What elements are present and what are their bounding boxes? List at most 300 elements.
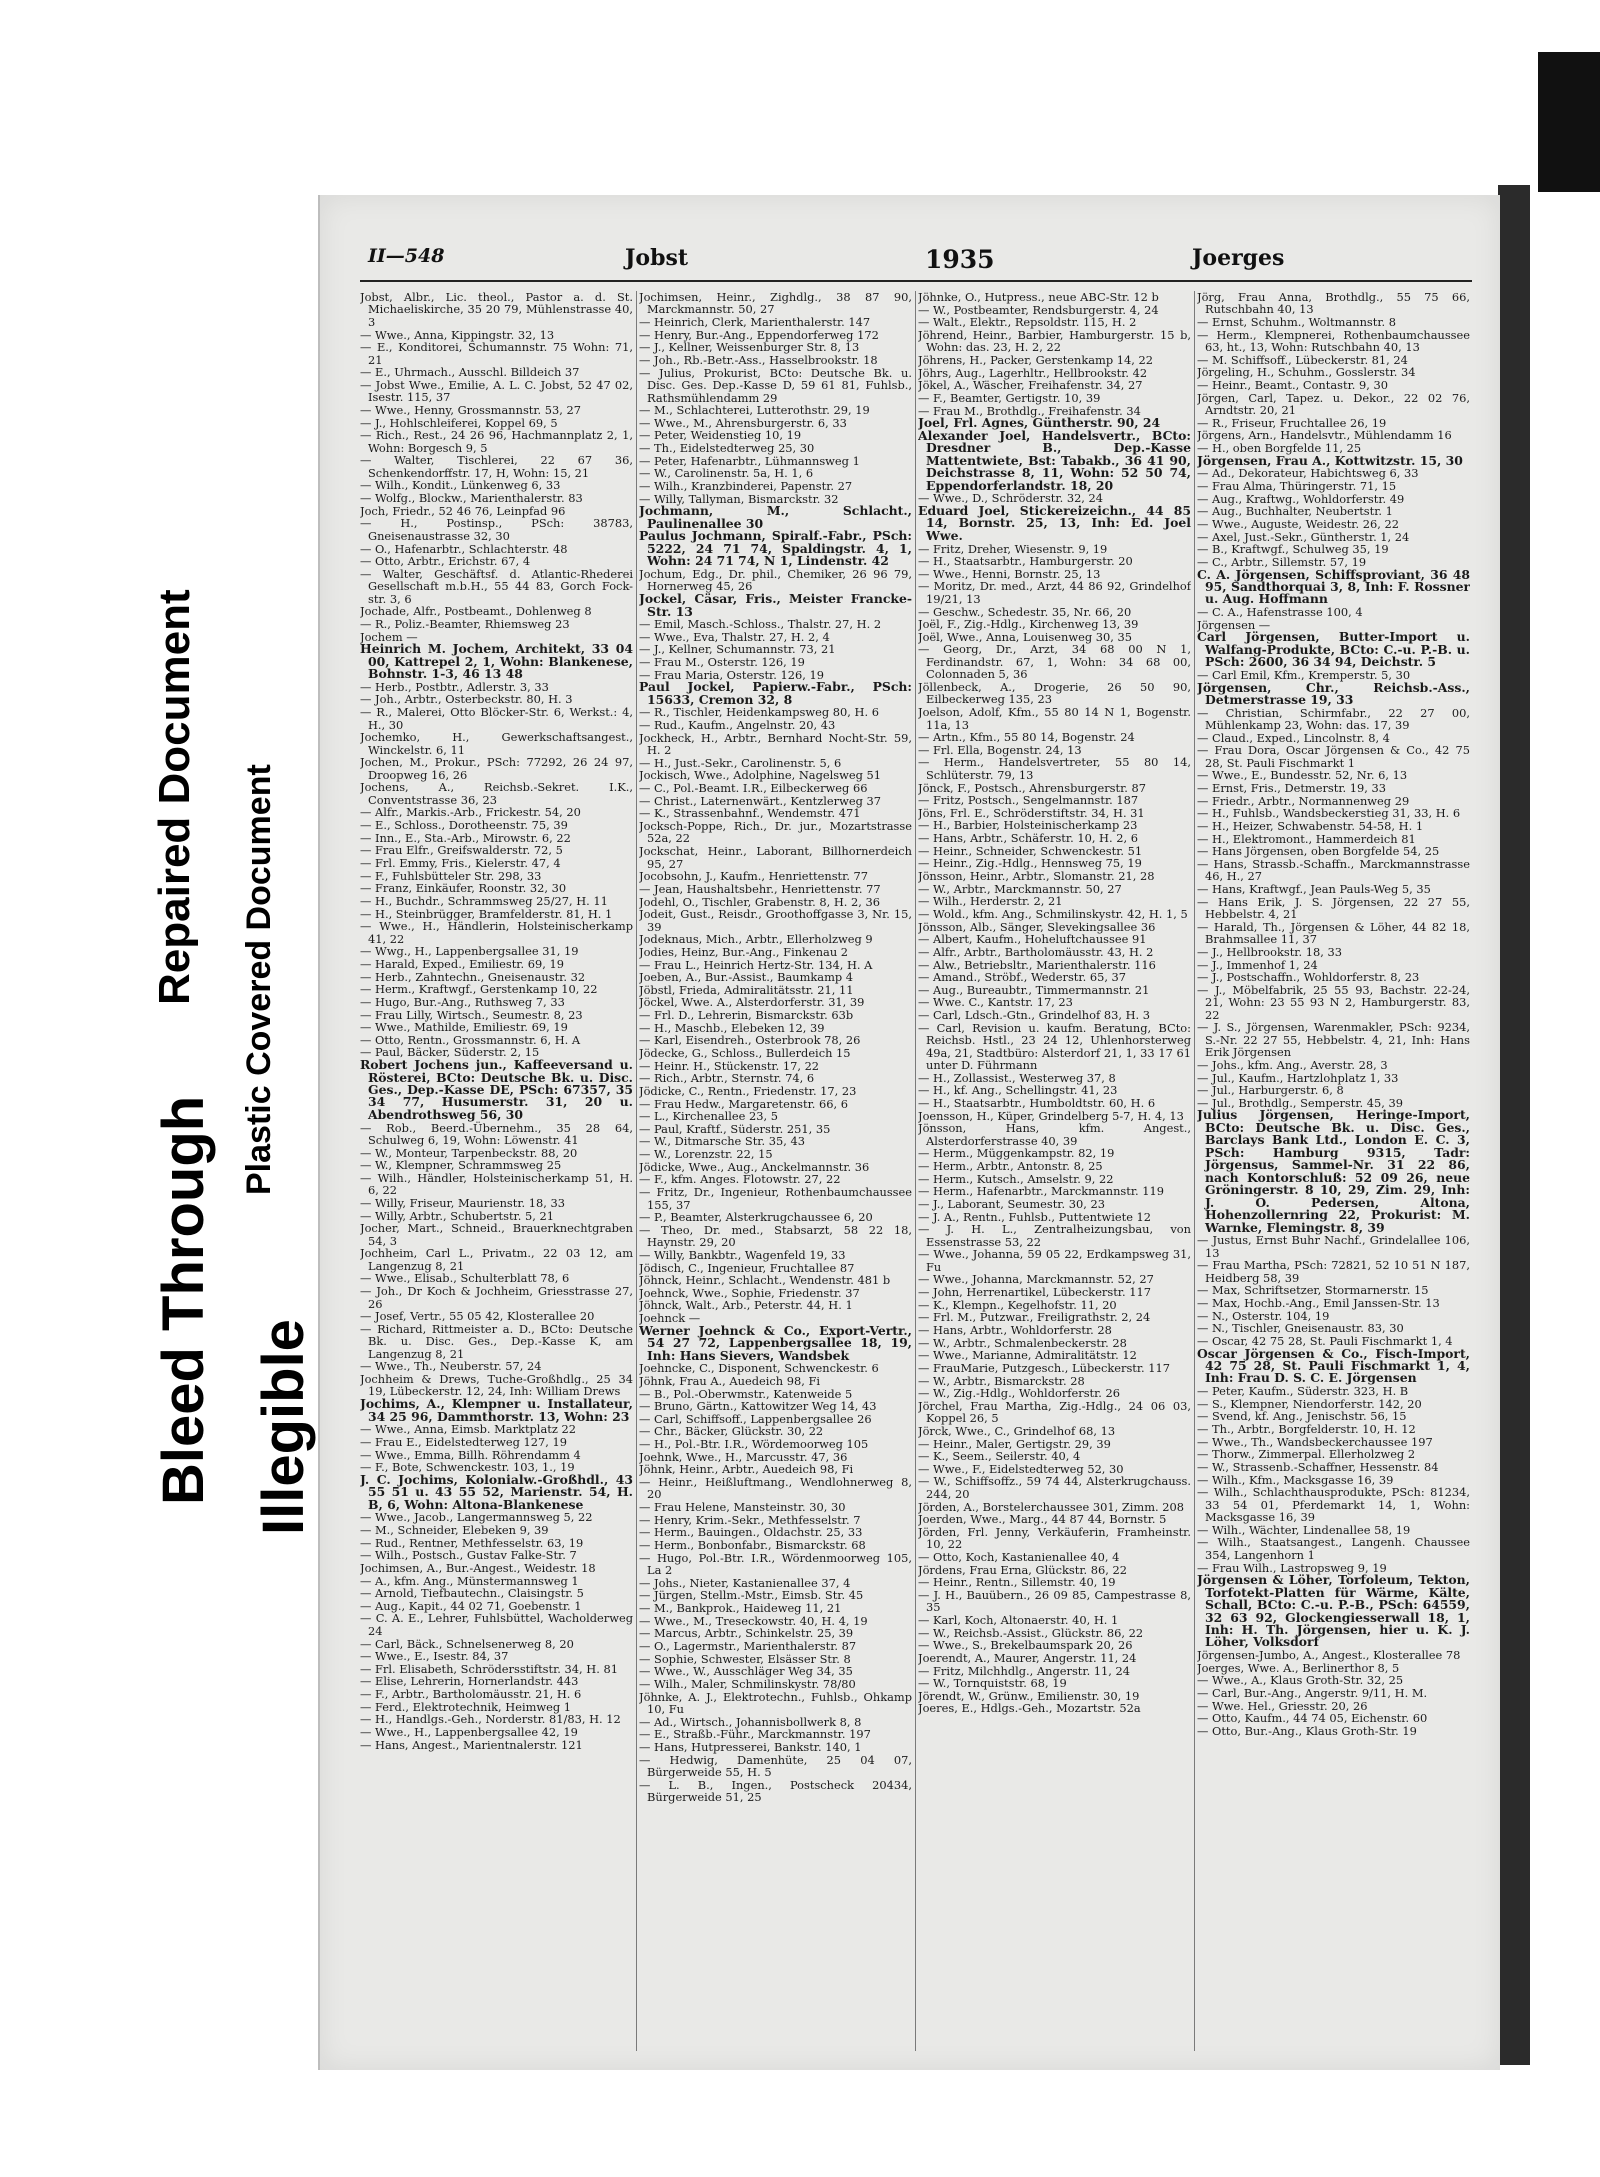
directory-entry: — Wwe. C., Kantstr. 17, 23	[918, 995, 1073, 1010]
directory-entry: — Herm., Bonbonfabr., Bismarckstr. 68	[639, 1538, 866, 1553]
directory-entry: — W., Schiffsoffz., 59 74 44, Alsterkrugchauss. 244, 20	[918, 1474, 1191, 1501]
directory-entry: — Inn., E., Sta.-Arb., Mirowstr. 6, 22	[360, 830, 571, 845]
directory-entry: — Herb., Postbtr., Adlerstr. 3, 33	[360, 679, 549, 694]
directory-entry: Joerendt, A., Maurer, Angerstr. 11, 24	[918, 1650, 1137, 1665]
directory-entry: Jochem —	[360, 629, 418, 644]
directory-entry: — Herm., Handelsvertreter, 55 80 14, Schlüterstr. 79, 13	[918, 755, 1191, 782]
header-first-name: Jobst	[625, 245, 689, 271]
column-divider	[636, 291, 637, 2051]
directory-entry: Jochheim, Carl L., Privatm., 22 03 12, am Langenzug 8, 21	[360, 1246, 633, 1273]
directory-entry: — Heinr. H., Stückenstr. 17, 22	[639, 1058, 820, 1073]
directory-entry: — J., Laborant, Seumestr. 30, 23	[918, 1196, 1105, 1211]
directory-entry: — Hans, Hutpresserei, Bankstr. 140, 1	[639, 1739, 862, 1754]
directory-entry: — Otto, Rentn., Grossmannstr. 6, H. A	[360, 1032, 581, 1047]
directory-entry: Jöhnk, Frau A., Auedeich 98, Fi	[639, 1373, 821, 1388]
directory-entry: — W., Postbeamter, Rendsburgerstr. 4, 24	[918, 302, 1159, 317]
directory-entry: Jodeknaus, Mich., Arbtr., Ellerholzweg 9	[639, 932, 873, 947]
directory-entry: — Frau Lilly, Wirtsch., Seumestr. 8, 23	[360, 1007, 583, 1022]
directory-entry: — Christian, Schirmfabr., 22 27 00, Mühlenkamp 23, Wohn: das. 17, 39	[1197, 705, 1470, 733]
directory-entry: Jöhnke, O., Hutpress., neue ABC-Str. 12 b	[918, 291, 1159, 304]
directory-entry: — Franz, Einkäufer, Roonstr. 32, 30	[360, 881, 567, 896]
directory-entry: — Aug., Kraftwg., Wohldorferstr. 49	[1197, 491, 1405, 506]
header-last-name: Joerges	[1192, 245, 1285, 271]
directory-entry: — H., Fuhlsb., Wandsbeckerstieg 31, 33, H. 6	[1197, 806, 1461, 821]
directory-entry: — J., Hellbrookstr. 18, 33	[1197, 944, 1342, 959]
directory-entry: — Frau Maria, Osterstr. 126, 19	[639, 667, 824, 682]
directory-entry: — Wwe., M., Ahrensburgerstr. 6, 33	[639, 415, 847, 430]
directory-entry: Werner Joehnck & Co., Export-Vertr., 54 27 72, Lappenbergsallee 18, 19, Inh: Hans Sievers, Wandsbek	[639, 1322, 912, 1363]
directory-entry: Jochemko, H., Gewerkschaftsangest., Winckelstr. 6, 11	[360, 730, 633, 757]
directory-entry: — Wwe. Hel., Griesstr. 20, 26	[1197, 1698, 1368, 1713]
directory-entry: Jocksch-Poppe, Rich., Dr. jur., Mozartstrasse 52a, 22	[639, 819, 912, 846]
directory-entry: Jochens, A., Reichsb.-Sekret. I.K., Conventstrasse 36, 23	[360, 780, 633, 807]
directory-entry: — Theo, Dr. med., Stabsarzt, 58 22 18, Haynstr. 29, 20	[639, 1222, 912, 1250]
directory-entry: — Carl, Ldsch.-Gtn., Grindelhof 83, H. 3	[918, 1008, 1150, 1023]
directory-entry: — Herm., Klempnerei, Rothenbaumchaussee 63, ht., 13, Wohn: Rutschbahn 40, 13	[1197, 327, 1470, 355]
stamp-bleed-through: Bleed Through	[151, 1095, 216, 1505]
directory-entry: — K., Strassenbahnf., Wendemstr. 471	[639, 806, 861, 821]
directory-entry: — Heinrich, Clerk, Marienthalerstr. 147	[639, 315, 871, 330]
directory-entry: — W., Klempner, Schrammsweg 25	[360, 1158, 562, 1173]
directory-entry: — Otto, Koch, Kastanienallee 40, 4	[918, 1549, 1120, 1564]
directory-entry: — Wilh., Staatsangest., Langenh. Chaussee 354, Langenhorn 1	[1197, 1535, 1470, 1562]
directory-entry: — Frau M., Brothdlg., Freihafenstr. 34	[918, 403, 1141, 418]
directory-entry: — Henry, Bur.-Ang., Eppendorferweg 172	[639, 327, 879, 342]
directory-entry: — Wwe., S., Brekelbaumspark 20, 26	[918, 1638, 1133, 1653]
directory-entry: — M., Bankprok., Haideweg 11, 21	[639, 1601, 842, 1616]
directory-entry: — Herm., Müggenkampstr. 82, 19	[918, 1146, 1115, 1161]
directory-entry: — Wwe., Th., Wandsbeckerchaussee 197	[1197, 1434, 1433, 1449]
directory-entry: Jörgensen-Jumbo, A., Angest., Klosterallee 78	[1197, 1648, 1461, 1663]
directory-entry: — Paul, Bäcker, Süderstr. 2, 15	[360, 1045, 540, 1060]
directory-entry: — H., Heizer, Schwabenstr. 54-58, H. 1	[1197, 819, 1424, 834]
stamp-repaired-document: Repaired Document	[150, 589, 199, 1005]
directory-page	[318, 195, 1500, 2070]
directory-entry: — P., Beamter, Alsterkrugchaussee 6, 20	[639, 1210, 873, 1225]
directory-entry: Jönsson, Heinr., Arbtr., Slomanstr. 21, 28	[918, 869, 1155, 884]
directory-entry: — Wwe., Anna, Eimsb. Marktplatz 22	[360, 1422, 576, 1437]
directory-entry: — Geschw., Schedestr. 35, Nr. 66, 20	[918, 604, 1132, 619]
directory-entry: — Hans, Strassb.-Schaffn., Marckmannstrasse 46, H., 27	[1197, 856, 1470, 884]
directory-entry: Jökel, A., Wäscher, Freihafenstr. 34, 27	[918, 378, 1143, 393]
directory-entry: — A., kfm. Ang., Münstermannsweg 1	[360, 1573, 579, 1588]
directory-entry: — Wwe., E., Isestr. 84, 37	[360, 1649, 509, 1664]
directory-entry: — Jul., Brothdlg., Semperstr. 45, 39	[1197, 1095, 1404, 1110]
directory-entry: — Willy, Tallyman, Bismarckstr. 32	[639, 491, 839, 506]
directory-entry: — K., Seem., Seilerstr. 40, 4	[918, 1449, 1081, 1464]
directory-entry: — Carl Emil, Kfm., Kremperstr. 5, 30	[1197, 667, 1411, 682]
directory-entry: — B., Kraftwgf., Schulweg 35, 19	[1197, 542, 1389, 557]
directory-entry: — Frau Martha, PSch: 72821, 52 10 51 N 187, Heidberg 58, 39	[1197, 1258, 1470, 1285]
directory-entry: Jörgen, Carl, Tapez. u. Dekor., 22 02 76, Arndtstr. 20, 21	[1197, 390, 1470, 418]
directory-entry: — F., Bote, Schwenckestr. 103, 1., 19	[360, 1460, 575, 1475]
directory-entry: — Wilh., Postsch., Gustav Falke-Str. 7	[360, 1548, 577, 1563]
directory-entry: — L. B., Ingen., Postscheck 20434, Bürgerweide 51, 25	[639, 1777, 912, 1805]
directory-entry: — W., Tornquiststr. 68, 19	[918, 1676, 1067, 1691]
directory-entry: — Rich., Arbtr., Sternstr. 74, 6	[639, 1071, 815, 1086]
directory-entry: — Julius, Prokurist, BCto: Deutsche Bk. u. Disc. Ges. Dep.-Kasse D, 59 61 81, Fuhlsb., Rathsmühlendamm 29	[639, 365, 912, 405]
directory-entry: — Herm., Kraftwgf., Gerstenkamp 10, 22	[360, 982, 598, 997]
directory-entry: — Oscar, 42 75 28, St. Pauli Fischmarkt 1, 4	[1197, 1333, 1453, 1348]
directory-entry: — Wwe., Emma, Billh. Röhrendamm 4	[360, 1447, 581, 1462]
directory-entry: Jöhnck, Walt., Arb., Peterstr. 44, H. 1	[639, 1298, 853, 1313]
directory-entry: — E., Straßb.-Führ., Marckmannstr. 197	[639, 1727, 871, 1742]
directory-entry: — Heinr., Schneider, Schwenckestr. 51	[918, 843, 1143, 858]
directory-entry: — Ernst, Schuhm., Woltmannstr. 8	[1197, 315, 1397, 330]
directory-entry: Jöhrs, Aug., Lagerhltr., Hellbrookstr. 42	[918, 365, 1148, 380]
directory-entry: — Sophie, Schwester, Elsässer Str. 8	[639, 1651, 851, 1666]
directory-entry: — Frau E., Eidelstedterweg 127, 19	[360, 1434, 568, 1449]
directory-entry: — Jobst Wwe., Emilie, A. L. C. Jobst, 52 47 02, Isestr. 115, 37	[360, 377, 633, 405]
directory-entry: — C. A. E., Lehrer, Fuhlsbüttel, Wacholderweg 24	[360, 1611, 633, 1638]
directory-entry: — Heinr., Zig.-Hdlg., Hennsweg 75, 19	[918, 856, 1142, 871]
directory-entry: Julius Jörgensen, Heringe-Import, BCto: Deutsche Bk. u. Disc. Ges., Barclays Bank Ltd., London E. C. 3, PSch: Hamburg 9315, Tadr: Jörgensus, Sammel-Nr. 31 22 86, nach Kontorschluß: 52 09 26, neue Gröningerstr. 8 10, 29, Zim. 29, Inh: J. O. Pedersen, Altona, Hohenzollernring 22, Prokurist: M. Warnke, Flemingstr. 8, 39	[1197, 1107, 1470, 1235]
directory-entry: Jödicke, Wwe., Aug., Anckelmannstr. 36	[639, 1159, 870, 1174]
directory-entry: — Frau Dora, Oscar Jörgensen & Co., 42 75 28, St. Pauli Fischmarkt 1	[1197, 743, 1470, 770]
directory-entry: — Wwg., H., Lappenbergsallee 31, 19	[360, 944, 579, 959]
directory-entry: Jochmann, M., Schlacht., Paulinenallee 30	[639, 503, 912, 531]
directory-entry: — Joh., Rb.-Betr.-Ass., Hasselbrookstr. 18	[639, 353, 878, 368]
directory-entry: Jödicke, C., Rentn., Friedenstr. 17, 23	[639, 1083, 857, 1098]
directory-column-2	[639, 291, 912, 2051]
directory-entry: Jochheim & Drews, Tuche-Großhdlg., 25 34 19, Lübeckerstr. 12, 24, Inh: William Drews	[360, 1372, 633, 1399]
header-year: 1935	[925, 245, 995, 274]
directory-entry: Joehnk, Wwe., H., Marcusstr. 47, 36	[639, 1449, 848, 1464]
directory-entry: — Wwe., Henni, Bornstr. 25, 13	[918, 566, 1101, 581]
directory-entry: Jörck, Wwe., C., Grindelhof 68, 13	[918, 1423, 1116, 1438]
directory-column-4	[1197, 291, 1470, 2051]
directory-entry: Jörgensen, Chr., Reichsb.-Ass., Detmerstrasse 19, 33	[1197, 679, 1470, 707]
directory-entry: Jöckel, Wwe. A., Alsterdorferstr. 31, 39	[639, 995, 865, 1010]
directory-entry: Jörgensen —	[1197, 617, 1271, 632]
directory-entry: — Carl, Revision u. kaufm. Beratung, BCto: Reichsb. Hstl., 23 24 12, Uhlenhorsterweg 49a, 21, Stadtbüro: Alsterdorf 21, 1, 33 17 61 unter D. Führmann	[918, 1020, 1191, 1073]
directory-entry: — Wwe., Johanna, Marckmannstr. 52, 27	[918, 1272, 1154, 1287]
directory-entry: — M., Schlachterei, Lutterothstr. 29, 19	[639, 403, 870, 418]
directory-entry: — H., Postinsp., PSch: 38783, Gneisenaustrasse 32, 30	[360, 516, 633, 543]
directory-entry: Joch, Friedr., 52 46 76, Leinpfad 96	[360, 503, 566, 518]
directory-entry: — N., Tischler, Gneisenaustr. 83, 30	[1197, 1321, 1404, 1336]
directory-entry: Joehnck —	[639, 1311, 701, 1326]
directory-entry: Jöbstl, Frieda, Admiralitätsstr. 21, 11	[639, 982, 854, 997]
stamp-plastic-covered-document: Plastic Covered Document	[240, 764, 278, 1195]
directory-entry: Joerges, Wwe. A., Berlinerthor 8, 5	[1197, 1660, 1400, 1675]
directory-entry: — Bruno, Gärtn., Kattowitzer Weg 14, 43	[639, 1399, 877, 1414]
directory-entry: — Wwe., Auguste, Weidestr. 26, 22	[1197, 516, 1399, 531]
directory-entry: — Fritz, Postsch., Sengelmannstr. 187	[918, 793, 1139, 808]
directory-entry: — O., Lagermstr., Marienthalerstr. 87	[639, 1638, 857, 1653]
directory-entry: Jöhnck, Heinr., Schlacht., Wendenstr. 481 b	[639, 1273, 891, 1288]
directory-entry: — Frl. Ella, Bogenstr. 24, 13	[918, 742, 1082, 757]
directory-entry: Jörden, A., Borstelerchaussee 301, Zimm. 208	[918, 1499, 1184, 1514]
directory-entry: — W., Arbtr., Bismarckstr. 28	[918, 1373, 1085, 1388]
directory-entry: Jöhrens, H., Packer, Gerstenkamp 14, 22	[918, 353, 1153, 368]
directory-entry: Jörgensen, Frau A., Kottwitzstr. 15, 30	[1197, 452, 1463, 468]
directory-entry: — Svend, kf. Ang., Jenischstr. 56, 15	[1197, 1409, 1407, 1424]
directory-entry: Jöhnk, Heinr., Arbtr., Auedeich 98, Fi	[639, 1462, 854, 1477]
directory-entry: Jörgens, Arn., Handelsvtr., Mühlendamm 16	[1197, 428, 1452, 443]
directory-entry: — Wilh., Herderstr. 2, 21	[918, 894, 1063, 909]
directory-entry: — W., Monteur, Tarpenbeckstr. 88, 20	[360, 1145, 578, 1160]
directory-entry: — Carl, Bäck., Schnelsenerweg 8, 20	[360, 1636, 574, 1651]
directory-entry: — Chr., Bäcker, Glückstr. 30, 22	[639, 1424, 824, 1439]
directory-entry: Jodeit, Gust., Reisdr., Groothoffgasse 3, Nr. 15, 39	[639, 907, 912, 934]
directory-entry: — B., Pol.-Oberwmstr., Katenweide 5	[639, 1386, 853, 1401]
directory-entry: — Wwe., Marianne, Admiralitätstr. 12	[918, 1348, 1137, 1363]
directory-entry: — Aug., Kapit., 44 02 71, Goebenstr. 1	[360, 1598, 582, 1613]
page-header	[320, 245, 1500, 285]
directory-entry: — Max, Schriftsetzer, Stormarnerstr. 15	[1197, 1283, 1429, 1298]
directory-entry: — Carl, Bur.-Ang., Angerstr. 9/11, H. M.	[1197, 1685, 1428, 1700]
directory-entry: — Wilh., Kranzbinderei, Papenstr. 27	[639, 479, 853, 494]
directory-entry: — Wold., kfm. Ang., Schmilinskystr. 42, H. 1, 5	[918, 906, 1188, 921]
directory-entry: — Wwe., Th., Neuberstr. 57, 24	[360, 1359, 542, 1374]
directory-entry: — Hans, Angest., Marientnalerstr. 121	[360, 1737, 583, 1752]
directory-entry: Jörgeling, H., Schuhm., Gosslerstr. 34	[1197, 365, 1416, 380]
directory-entry: — Wilh., Maler, Schmilinskystr. 78/80	[639, 1676, 856, 1691]
directory-entry: — Herm., Hafenarbtr., Marckmannstr. 119	[918, 1184, 1165, 1199]
stamp-illegible: Illegible	[251, 1319, 316, 1535]
directory-entry: Eduard Joel, Stickereizeichn., 44 85 14, Bornstr. 25, 13, Inh: Ed. Joel Wwe.	[918, 502, 1191, 543]
directory-entry: — Wwe., D., Schröderstr. 32, 24	[918, 491, 1104, 506]
directory-entry: — F., kfm. Anges. Flotowstr. 27, 22	[639, 1172, 841, 1187]
directory-entry: — Josef, Vertr., 55 05 42, Klosterallee 20	[360, 1309, 595, 1324]
directory-entry: — F., Beamter, Gertigstr. 10, 39	[918, 390, 1101, 405]
directory-entry: Jobst, Albr., Lic. theol., Pastor a. d. St. Michaeliskirche, 35 20 79, Mühlenstrasse 40, 3	[360, 291, 633, 329]
directory-entry: — W., Reichsb.-Assist., Glückstr. 86, 22	[918, 1625, 1144, 1640]
directory-entry: — Amand., Ströbf., Wederstr. 65, 37	[918, 970, 1127, 985]
directory-entry: C. A. Jörgensen, Schiffsproviant, 36 48 95, Sandthorquai 3, 8, Inh: F. Rossner u. Aug. Hoffmann	[1197, 566, 1470, 607]
directory-entry: — H., Pol.-Btr. I.R., Wördemoorweg 105	[639, 1437, 869, 1452]
directory-entry: — Max, Hochb.-Ang., Emil Janssen-Str. 13	[1197, 1296, 1440, 1310]
directory-entry: — J., Kellner, Schumannstr. 73, 21	[639, 642, 836, 657]
directory-entry: Jördens, Frau Erna, Glückstr. 86, 22	[918, 1562, 1127, 1577]
directory-entry: Jochen, M., Prokur., PSch: 77292, 26 24 97, Droopweg 16, 26	[360, 755, 633, 782]
directory-entry: Jochade, Alfr., Postbeamt., Dohlenweg 8	[360, 604, 592, 619]
directory-entry: — Herm., Bauingen., Oldachstr. 25, 33	[639, 1525, 863, 1540]
directory-column-1	[360, 291, 633, 2051]
directory-entry: Jockschat, Heinr., Laborant, Billhornerdeich 95, 27	[639, 844, 912, 871]
directory-entry: Jochims, A., Klempner u. Installateur, 34 25 96, Dammthorstr. 13, Wohn: 23	[360, 1396, 633, 1424]
directory-entry: — Wilh., Schlachthausprodukte, PSch: 81234, 33 54 01, Pferdemarkt 14, 1, Wohn: Macksgasse 16, 39	[1197, 1485, 1470, 1525]
directory-entry: — Hans, Arbtr., Wohldorferstr. 28	[918, 1322, 1112, 1337]
directory-entry: — M., Schneider, Elebeken 9, 39	[360, 1522, 549, 1537]
directory-entry: — Frau Hedw., Margaretenstr. 66, 6	[639, 1096, 848, 1111]
directory-entry: — Hugo, Pol.-Btr. I.R., Wördenmoorweg 105, La 2	[639, 1550, 912, 1578]
directory-entry: — Aug., Bureaubtr., Timmermannstr. 21	[918, 982, 1150, 997]
directory-entry: — Ferd., Elektrotechnik, Heimweg 1	[360, 1699, 572, 1714]
directory-entry: Jöllenbeck, A., Drogerie, 26 50 90, Eilbeckerweg 135, 23	[918, 679, 1191, 707]
directory-entry: — J., Möbelfabrik, 25 55 93, Bachstr. 22-24, 21, Wohn: 23 55 93 N 2, Hamburgerstr. 83, 22	[1197, 982, 1470, 1022]
directory-entry: — Wilh., Kfm., Macksgasse 16, 39	[1197, 1472, 1394, 1487]
directory-entry: — W., Strassenb.-Schaffner, Hessenstr. 84	[1197, 1459, 1439, 1474]
directory-entry: — Wwe., Henny, Grossmannstr. 53, 27	[360, 403, 582, 418]
directory-entry: — Wilh., Wächter, Lindenallee 58, 19	[1197, 1522, 1411, 1537]
scan-border-top-right	[1538, 52, 1600, 192]
directory-entry: — Hans, Arbtr., Schäferstr. 10, H. 2, 6	[918, 831, 1138, 846]
directory-entry: — J. H. L., Zentralheizungsbau, von Essenstrasse 53, 22	[918, 1222, 1191, 1249]
directory-entry: — Wwe., H., Händlerin, Holsteinischerkamp 41, 22	[360, 919, 633, 946]
directory-entry: Jönck, F., Postsch., Ahrensburgerstr. 87	[918, 780, 1147, 795]
directory-entry: — Frl. D., Lehrerin, Bismarckstr. 63b	[639, 1008, 854, 1023]
directory-entry: — Jürgen, Stellm.-Mstr., Eimsb. Str. 45	[639, 1588, 864, 1603]
directory-entry: Jodies, Heinz, Bur.-Ang., Finkenau 2	[639, 944, 849, 959]
directory-entry: — Frau Helene, Mansteinstr. 30, 30	[639, 1500, 846, 1515]
directory-entry: — Peter, Hafenarbtr., Lühmannsweg 1	[639, 453, 860, 468]
directory-entry: — H., Zollassist., Westerweg 37, 8	[918, 1070, 1116, 1085]
directory-entry: — Henry, Krim.-Sekr., Methfesselstr. 7	[639, 1512, 861, 1527]
directory-entry: — Moritz, Dr. med., Arzt, 44 86 92, Grindelhof 19/21, 13	[918, 579, 1191, 606]
directory-entry: — FrauMarie, Putzgesch., Lübeckerstr. 117	[918, 1360, 1171, 1375]
directory-entry: — J. A., Rentn., Fuhlsb., Puttentwiete 12	[918, 1209, 1152, 1224]
directory-entry: — Hans Erik, J. S. Jörgensen, 22 27 55, Hebbelstr. 4, 21	[1197, 894, 1470, 922]
directory-entry: — Wwe., Eva, Thalstr. 27, H. 2, 4	[639, 629, 830, 644]
directory-entry: — Wwe., Jacob., Langermannsweg 5, 22	[360, 1510, 593, 1525]
directory-entry: — Frl. M., Putzwar., Freiligrathstr. 2, 24	[918, 1310, 1151, 1325]
directory-entry: Jocobsohn, J., Kaufm., Henriettenstr. 77	[639, 869, 869, 884]
directory-entry: — M. Schiffsoff., Lübeckerstr. 81, 24	[1197, 352, 1408, 367]
directory-entry: — Wwe., W., Ausschläger Weg 34, 35	[639, 1664, 853, 1679]
directory-entry: — H., Steinbrügger, Bramfelderstr. 81, H. 1	[360, 906, 613, 921]
directory-entry: — Johs., kfm. Ang., Averstr. 28, 3	[1197, 1057, 1388, 1072]
directory-entry: — Alw., Betriebsltr., Marienthalerstr. 116	[918, 957, 1156, 972]
directory-entry: — Hans Jörgensen, oben Borgfelde 54, 25	[1197, 844, 1440, 859]
directory-column-3	[918, 291, 1191, 2051]
directory-entry: — Hugo, Bur.-Ang., Ruthsweg 7, 33	[360, 994, 565, 1009]
directory-entry: — Wolfg., Blockw., Marienthalerstr. 83	[360, 491, 583, 506]
directory-entry: — J., Hohlschleiferei, Koppel 69, 5	[360, 415, 558, 430]
directory-entry: — J., Kellner, Weissenburger Str. 8, 13	[639, 340, 860, 355]
column-divider	[915, 291, 916, 2051]
directory-entry: Carl Jörgensen, Butter-Import u. Walfang-Produkte, BCto: C.-u. P.-B. u. PSch: 2600, 36 34 94, Deichstr. 5	[1197, 629, 1470, 670]
directory-entry: — R., Malerei, Otto Blöcker-Str. 6, Werkst.: 4, H., 30	[360, 705, 633, 732]
directory-entry: — Th., Arbtr., Borgfelderstr. 10, H. 12	[1197, 1422, 1416, 1437]
directory-entry: — Jul., Kaufm., Hartzlohplatz 1, 33	[1197, 1070, 1399, 1085]
directory-entry: — Herm., Kutsch., Amselstr. 9, 22	[918, 1171, 1114, 1186]
directory-entry: Joël, Wwe., Anna, Louisenweg 30, 35	[918, 629, 1132, 644]
directory-entry: — E., Konditorei, Schumannstr. 75 Wohn: 71, 21	[360, 340, 633, 367]
directory-entry: — F., Arbtr., Bartholomäusstr. 21, H. 6	[360, 1687, 582, 1702]
directory-entry: — Rud., Rentner, Methfesselstr. 63, 19	[360, 1535, 584, 1550]
directory-entry: — Friedr., Arbtr., Normannenweg 29	[1197, 793, 1410, 808]
directory-entry: — Wwe., Mathilde, Emiliestr. 69, 19	[360, 1020, 568, 1035]
directory-entry: J. C. Jochims, Kolonialw.-Großhdl., 43 55 51 u. 43 55 52, Marienstr. 54, H. B, 6, Wohn: Altona-Blankenese	[360, 1471, 633, 1512]
directory-entry: — Herb., Zahntechn., Gneisenaustr. 32	[360, 969, 586, 984]
directory-entry: — H., Buchdr., Schrammsweg 25/27, H. 11	[360, 893, 608, 908]
directory-entry: — Wwe., E., Bundesstr. 52, Nr. 6, 13	[1197, 768, 1408, 783]
directory-entry: — H., Handlgs.-Geh., Norderstr. 81/83, H. 12	[360, 1712, 621, 1727]
directory-entry: Joehncke, C., Disponent, Schwenckestr. 6	[639, 1361, 879, 1376]
directory-entry: — Thorw., Zimmerpal. Ellerholzweg 2	[1197, 1447, 1416, 1462]
directory-entry: Robert Jochens jun., Kaffeeversand u. Rösterei, BCto: Deutsche Bk. u. Disc. Ges., Dep.-Kasse DE, PSch: 67357, 35 34 77, Husumerstr. 31, 20 u. Abendrothsweg 56, 30	[360, 1057, 633, 1122]
directory-columns	[360, 291, 1472, 2051]
directory-entry: — Wilh., Kondit., Lünkenweg 6, 33	[360, 478, 561, 493]
directory-entry: Joeres, E., Hdlgs.-Geh., Mozartstr. 52a	[918, 1701, 1141, 1716]
directory-entry: — Heinr., Heißluftmang., Wendlohnerweg 8, 20	[639, 1475, 912, 1502]
directory-entry: Joehnck, Wwe., Sophie, Friedenstr. 37	[639, 1285, 860, 1300]
directory-entry: — E., Uhrmach., Ausschl. Billdeich 37	[360, 365, 580, 380]
directory-entry: — Willy, Arbtr., Schubertstr. 5, 21	[360, 1208, 554, 1223]
directory-entry: — W., Arbtr., Marckmannstr. 50, 27	[918, 881, 1122, 896]
directory-entry: Paulus Jochmann, Spiralf.-Fabr., PSch: 5222, 24 71 74, Spaldingstr. 4, 1, Wohn: 24 71 74, N 1, Lindenstr. 42	[639, 528, 912, 569]
directory-entry: — J., Immenhof 1, 24	[1197, 957, 1318, 972]
directory-entry: — Wilh., Händler, Holsteinischerkamp 51, H. 6, 22	[360, 1170, 633, 1198]
directory-entry: — Justus, Ernst Buhr Nachf., Grindelallee 106, 13	[1197, 1233, 1470, 1260]
directory-entry: — J., Postschaffn., Wohldorferstr. 8, 23	[1197, 970, 1420, 985]
directory-entry: Jochum, Edg., Dr. phil., Chemiker, 26 96 79, Hornerweg 45, 26	[639, 566, 912, 594]
directory-entry: — Frau L., Heinrich Hertz-Str. 134, H. A	[639, 957, 873, 972]
directory-entry: — L., Kirchenallee 23, 5	[639, 1109, 778, 1124]
directory-entry: Joël, F., Zig.-Hdlg., Kirchenweg 13, 39	[918, 617, 1139, 632]
header-rule	[360, 280, 1472, 282]
directory-entry: — F., Fuhlsbütteler Str. 298, 33	[360, 868, 542, 883]
directory-entry: — Frl. Emmy, Fris., Kielerstr. 47, 4	[360, 856, 561, 871]
page-number: II—548	[368, 245, 445, 267]
directory-entry: — Marcus, Arbtr., Schinkelstr. 25, 39	[639, 1626, 854, 1641]
directory-entry: — Frau Elfr., Greifswalderstr. 72, 5	[360, 843, 563, 858]
directory-entry: — John, Herrenartikel, Lübeckerstr. 117	[918, 1285, 1151, 1300]
directory-entry: — H., Barbier, Holsteinischerkamp 23	[918, 818, 1138, 833]
directory-entry: — J. H., Bauübern., 26 09 85, Campestrasse 8, 35	[918, 1587, 1191, 1615]
directory-entry: — Wwe., A., Klaus Groth-Str. 32, 25	[1197, 1673, 1404, 1688]
directory-entry: — N., Osterstr. 104, 19	[1197, 1308, 1330, 1323]
directory-entry: — H., Just.-Sekr., Carolinenstr. 5, 6	[639, 755, 842, 770]
directory-entry: — Harald, Th., Jörgensen & Löher, 44 82 18, Brahmsallee 11, 37	[1197, 919, 1470, 947]
directory-entry: Jockisch, Wwe., Adolphine, Nagelsweg 51	[639, 768, 881, 783]
directory-entry: Jöhrend, Heinr., Barbier, Hamburgerstr. 15 b, Wohn: das. 23, H. 2, 22	[918, 327, 1191, 355]
directory-entry: — Carl, Schiffsoff., Lappenbergsallee 26	[639, 1411, 872, 1426]
directory-entry: — Wwe., H., Lappenbergsallee 42, 19	[360, 1725, 578, 1740]
directory-entry: — W., Lorenzstr. 22, 15	[639, 1147, 773, 1162]
directory-entry: Jodehl, O., Tischler, Grabenstr. 8, H. 2, 36	[639, 894, 881, 909]
directory-entry: — Jean, Haushaltsbehr., Henriettenstr. 77	[639, 881, 881, 896]
scan-border-right	[1498, 185, 1530, 2065]
directory-entry: — Rob., Beerd.-Übernehm., 35 28 64, Schulweg 6, 19, Wohn: Löwenstr. 41	[360, 1120, 633, 1147]
directory-entry: Jocher, Mart., Schneid., Brauerknechtgraben 54, 3	[360, 1221, 633, 1248]
directory-entry: — Heinr., Maler, Gertigstr. 29, 39	[918, 1436, 1111, 1451]
directory-entry: — Wwe., Elisab., Schulterblatt 78, 6	[360, 1271, 570, 1286]
directory-entry: — H., kf. Ang., Schellingstr. 41, 23	[918, 1083, 1118, 1098]
directory-entry: — R., Poliz.-Beamter, Rhiemsweg 23	[360, 616, 570, 631]
directory-entry: — Fritz, Milchhdlg., Angerstr. 11, 24	[918, 1663, 1131, 1678]
directory-entry: — Rud., Kaufm., Angelnstr. 20, 43	[639, 718, 836, 733]
directory-entry: — Alfr., Markis.-Arb., Frickestr. 54, 20	[360, 805, 581, 820]
directory-entry: Alexander Joel, Handelsvertr., BCto: Dresdner B., Dep.-Kasse Mattentwiete, Bst: Tabakb., 36 41 90, Deichstrasse 8, 11, Wohn: 52 50 74, Eppendorferlandstr. 18, 20	[918, 427, 1191, 493]
directory-entry: — Hedwig, Damenhüte, 25 04 07, Bürgerweide 55, H. 5	[639, 1752, 912, 1780]
directory-entry: — Elise, Lehrerin, Hornerlandstr. 443	[360, 1674, 579, 1689]
directory-entry: — Fritz, Dreher, Wiesenstr. 9, 19	[918, 541, 1108, 556]
column-divider	[1194, 291, 1195, 2051]
directory-entry: — Georg, Dr., Arzt, 34 68 00 N 1, Ferdinandstr. 67, 1, Wohn: 34 68 00, Colonnaden 5, 36	[918, 642, 1191, 682]
directory-entry: — Karl, Koch, Altonaerstr. 40, H. 1	[918, 1612, 1119, 1627]
directory-entry: — Wwe., F., Eidelstedterweg 52, 30	[918, 1461, 1124, 1476]
directory-entry: — Wwe., Anna, Kippingstr. 32, 13	[360, 327, 555, 342]
directory-entry: Jörg, Frau Anna, Brothdlg., 55 75 66, Rutschbahn 40, 13	[1197, 291, 1470, 317]
directory-entry: — Heinr., Beamt., Contastr. 9, 30	[1197, 378, 1388, 393]
directory-entry: — Jul., Harburgerstr. 6, 8	[1197, 1083, 1344, 1098]
directory-entry: Jörden, Frl. Jenny, Verkäuferin, Framheinstr. 10, 22	[918, 1524, 1191, 1552]
directory-entry: — K., Klempn., Kegelhofstr. 11, 20	[918, 1297, 1117, 1312]
directory-entry: Joelson, Adolf, Kfm., 55 80 14 N 1, Bogenstr. 11a, 13	[918, 705, 1191, 732]
directory-entry: Jörgensen & Löher, Torfoleum, Tekton, Torfotekt-Platten für Wärme, Kälte, Schall, BCto: C.-u. P.-B., PSch: 64559, 32 63 92, Glockengiesserwall 18, 1, Inh: H. Th. Jörgensen, hier u. K. J. Löher, Volksdorf	[1197, 1572, 1470, 1650]
directory-entry: — Richard, Rittmeister a. D., BCto: Deutsche Bk. u. Disc. Ges., Dep.-Kasse K, am Langenzug 8, 21	[360, 1321, 633, 1361]
directory-entry: — W., Arbtr., Schmalenbeckerstr. 28	[918, 1335, 1127, 1350]
directory-entry: — C., Arbtr., Sillemstr. 57, 19	[1197, 554, 1367, 569]
directory-entry: — Peter, Weidenstieg 10, 19	[639, 428, 802, 443]
directory-entry: — Willy, Bankbtr., Wagenfeld 19, 33	[639, 1247, 846, 1262]
directory-entry: — Peter, Kaufm., Süderstr. 323, H. B	[1197, 1384, 1409, 1399]
directory-entry: — Ad., Wirtsch., Johannisbollwerk 8, 8	[639, 1714, 862, 1729]
directory-entry: Jönsson, Alb., Sänger, Slevekingsallee 36	[918, 919, 1156, 934]
